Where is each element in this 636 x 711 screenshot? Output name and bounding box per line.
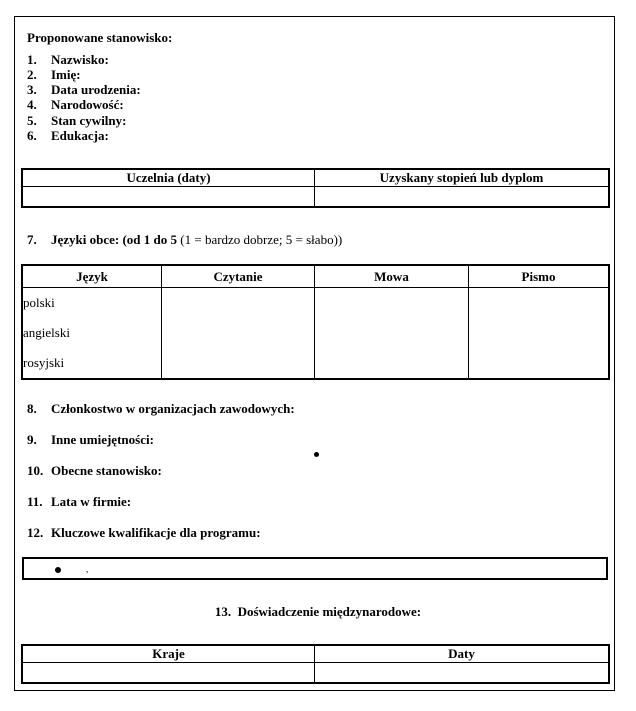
item-education: 6. Edukacja: bbox=[27, 128, 109, 143]
bullet-icon bbox=[55, 567, 61, 573]
language-name: polski bbox=[23, 288, 162, 319]
item-memberships: 8. Członkostwo w organizacjach zawodowych: bbox=[27, 401, 295, 416]
university-cell[interactable] bbox=[23, 187, 315, 207]
speaking-cell[interactable] bbox=[315, 318, 469, 348]
language-row-english bbox=[23, 318, 609, 348]
item-surname: 1. Nazwisko: bbox=[27, 52, 109, 67]
dates-cell[interactable] bbox=[315, 663, 609, 683]
languages-table bbox=[22, 265, 609, 379]
header-writing: Pismo bbox=[469, 266, 609, 288]
item-years-in-company: 11. Lata w firmie: bbox=[27, 494, 132, 509]
writing-cell[interactable] bbox=[469, 348, 609, 379]
item-key-qualifications: 12. Kluczowe kwalifikacje dla programu: bbox=[27, 525, 261, 540]
speaking-cell[interactable] bbox=[315, 288, 469, 319]
item-current-position: 10. Obecne stanowisko: bbox=[27, 463, 162, 478]
writing-cell[interactable] bbox=[469, 288, 609, 319]
header-speaking: Mowa bbox=[315, 266, 469, 288]
qualification-text: , bbox=[86, 564, 89, 574]
header-reading: Czytanie bbox=[162, 266, 315, 288]
item-other-skills: 9. Inne umiejętności: bbox=[27, 432, 154, 447]
item-marital-status: 5. Stan cywilny: bbox=[27, 113, 127, 128]
degree-cell[interactable] bbox=[315, 187, 609, 207]
reading-cell[interactable] bbox=[162, 348, 315, 379]
foreign-languages-label: 7. Języki obce: (od 1 do 5 (1 = bardzo dobrze; 5 = słabo)) bbox=[27, 232, 343, 247]
language-row-russian bbox=[23, 348, 609, 379]
bullet-icon bbox=[314, 452, 319, 457]
header-language: Język bbox=[23, 266, 162, 288]
item-nationality: 4. Narodowość: bbox=[27, 97, 124, 112]
header-university: Uczelnia (daty) bbox=[23, 170, 315, 187]
header-dates: Daty bbox=[315, 646, 609, 663]
international-experience-title: 13. Doświadczenie międzynarodowe: bbox=[214, 604, 422, 619]
countries-cell[interactable] bbox=[23, 663, 315, 683]
language-name: rosyjski bbox=[23, 348, 162, 379]
language-name: angielski bbox=[23, 318, 162, 348]
header-degree: Uzyskany stopień lub dyplom bbox=[315, 170, 609, 187]
header-countries: Kraje bbox=[23, 646, 315, 663]
proposed-position-label: Proponowane stanowisko: bbox=[27, 30, 173, 45]
reading-cell[interactable] bbox=[162, 318, 315, 348]
item-birth-date: 3. Data urodzenia: bbox=[27, 82, 141, 97]
international-table bbox=[22, 645, 609, 683]
reading-cell[interactable] bbox=[162, 288, 315, 319]
education-table bbox=[22, 169, 609, 207]
item-first-name: 2. Imię: bbox=[27, 67, 81, 82]
speaking-cell[interactable] bbox=[315, 348, 469, 379]
writing-cell[interactable] bbox=[469, 318, 609, 348]
language-row-polish bbox=[23, 288, 609, 319]
qualifications-box[interactable] bbox=[22, 557, 608, 580]
